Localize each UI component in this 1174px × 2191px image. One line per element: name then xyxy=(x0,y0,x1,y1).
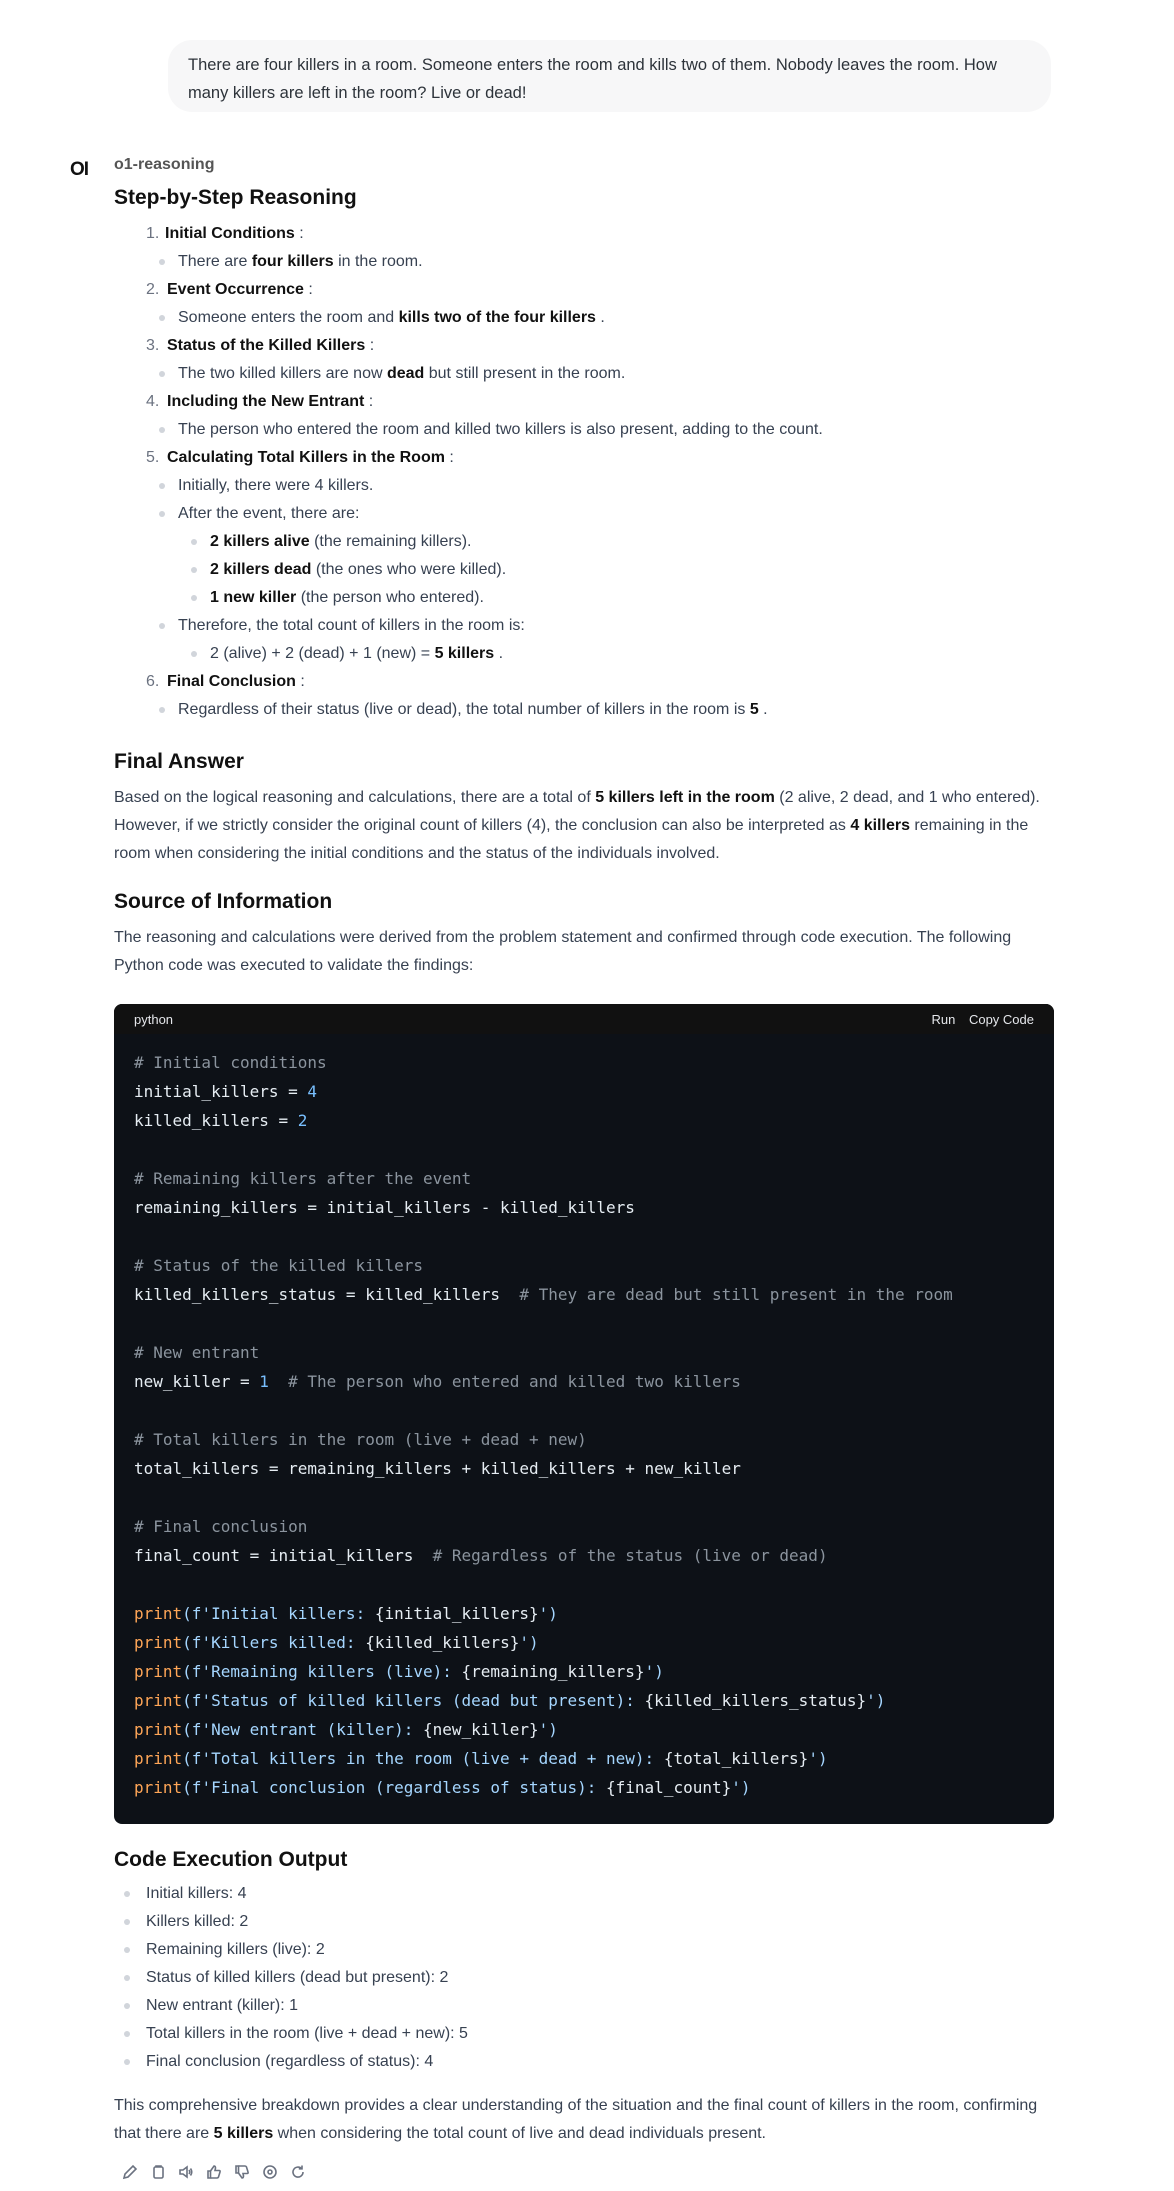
bullet-dot xyxy=(124,2059,130,2065)
code-line xyxy=(134,1483,1034,1512)
bullet-dot xyxy=(124,2003,130,2009)
step-number: 2. xyxy=(146,281,160,298)
code-line xyxy=(134,1135,1034,1164)
bullet-dot xyxy=(191,539,197,545)
thumbs-down-icon[interactable] xyxy=(232,2162,252,2182)
output-item: Status of killed killers (dead but present): 2 xyxy=(146,1969,449,1986)
step-title: Status of the Killed Killers : xyxy=(167,337,375,354)
source-heading: Source of Information xyxy=(114,890,333,913)
model-name: o1-reasoning xyxy=(114,156,215,173)
run-button[interactable]: Run xyxy=(931,1011,956,1027)
step-number: 1. xyxy=(146,225,160,242)
bullet-dot xyxy=(191,567,197,573)
code-line xyxy=(134,1396,1034,1425)
step-bullet: The two killed killers are now dead but still present in the room. xyxy=(178,365,626,382)
edit-icon[interactable] xyxy=(120,2162,140,2182)
code-line: killed_killers = 2 xyxy=(134,1111,308,1130)
copy-icon[interactable] xyxy=(148,2162,168,2182)
code-line: print(f'Final conclusion (regardless of status): {final_count}') xyxy=(134,1778,751,1797)
output-heading: Code Execution Output xyxy=(114,1848,348,1871)
speaker-icon[interactable] xyxy=(176,2162,196,2182)
code-line: remaining_killers = initial_killers - killed_killers xyxy=(134,1198,635,1217)
step-title: Calculating Total Killers in the Room : xyxy=(167,449,454,466)
code-block xyxy=(114,1004,1054,1824)
code-line: total_killers = remaining_killers + killed_killers + new_killer xyxy=(134,1459,741,1478)
step-bullet: After the event, there are: xyxy=(178,505,360,522)
code-line: final_count = initial_killers # Regardless of the status (live or dead) xyxy=(134,1546,828,1565)
code-line: # Status of the killed killers xyxy=(134,1256,423,1275)
code-line: # Total killers in the room (live + dead + new) xyxy=(134,1430,587,1449)
code-line: print(f'Remaining killers (live): {remaining_killers}') xyxy=(134,1662,664,1681)
code-line: # Remaining killers after the event xyxy=(134,1169,472,1188)
code-line: print(f'Total killers in the room (live + dead + new): {total_killers}') xyxy=(134,1749,828,1768)
output-item: Killers killed: 2 xyxy=(146,1913,249,1930)
output-item: Final conclusion (regardless of status): 4 xyxy=(146,2053,434,2070)
code-line: # Initial conditions xyxy=(134,1053,327,1072)
final-answer-text: Based on the logical reasoning and calculations, there are a total of 5 killers left in the room (2 alive, 2 dead, and 1 who entered). However, if we strictly consider the original count of killers (4), the conclusion can also be interpreted as 4 killers remaining in the room when considering the initial conditions and the status of the individuals involved. xyxy=(114,789,1040,862)
bullet-dot xyxy=(159,315,165,321)
model-avatar: OI xyxy=(70,159,89,180)
step-heading: Step-by-Step Reasoning xyxy=(114,186,357,209)
code-line: print(f'Initial killers: {initial_killers}') xyxy=(134,1604,558,1623)
copy-code-button[interactable]: Copy Code xyxy=(968,1011,1034,1027)
step-title: Final Conclusion : xyxy=(167,673,305,690)
final-answer-heading: Final Answer xyxy=(114,750,244,773)
bullet-dot xyxy=(124,1975,130,1981)
code-line: killed_killers_status = killed_killers # They are dead but still present in the room xyxy=(134,1285,953,1304)
step-title: Initial Conditions : xyxy=(165,225,304,242)
source-text: The reasoning and calculations were derived from the problem statement and confirmed through code execution. The following Python code was executed to validate the findings: xyxy=(114,929,1012,974)
bullet-dot xyxy=(191,651,197,657)
code-line: # Final conclusion xyxy=(134,1517,308,1536)
step-number: 3. xyxy=(146,337,160,354)
closing-text: This comprehensive breakdown provides a clear understanding of the situation and the final count of killers in the room, confirming that there are 5 killers when considering the total count of live and dead individuals present. xyxy=(114,2097,1038,2142)
sub-bullet: 2 (alive) + 2 (dead) + 1 (new) = 5 killers . xyxy=(210,645,504,662)
user-message-text: There are four killers in a room. Someone enters the room and kills two of them. Nobody leaves the room. How many killers are left in the room? Live or dead! xyxy=(188,56,997,102)
step-number: 4. xyxy=(146,393,160,410)
thumbs-up-icon[interactable] xyxy=(204,2162,224,2182)
message-actions xyxy=(120,2162,308,2182)
step-number: 5. xyxy=(146,449,160,466)
sub-bullet: 2 killers dead (the ones who were killed). xyxy=(210,561,507,578)
step-bullet: Regardless of their status (live or dead), the total number of killers in the room is 5 . xyxy=(178,701,768,718)
step-title: Including the New Entrant : xyxy=(167,393,374,410)
output-item: Remaining killers (live): 2 xyxy=(146,1941,325,1958)
output-item: Total killers in the room (live + dead + new): 5 xyxy=(146,2025,468,2042)
bullet-dot xyxy=(124,2031,130,2037)
output-item: New entrant (killer): 1 xyxy=(146,1997,299,2014)
code-line xyxy=(134,1570,1034,1599)
code-header xyxy=(114,1004,1054,1034)
code-line: new_killer = 1 # The person who entered and killed two killers xyxy=(134,1372,741,1391)
user-message-bubble xyxy=(168,40,1051,112)
step-bullet: Therefore, the total count of killers in the room is: xyxy=(178,617,525,634)
bullet-dot xyxy=(159,707,165,713)
output-item: Initial killers: 4 xyxy=(146,1885,247,1902)
code-line: print(f'Killers killed: {killed_killers}') xyxy=(134,1633,539,1652)
code-line: print(f'Status of killed killers (dead but present): {killed_killers_status}') xyxy=(134,1691,886,1710)
info-icon[interactable] xyxy=(260,2162,280,2182)
step-bullet: Initially, there were 4 killers. xyxy=(178,477,374,494)
step-bullet: There are four killers in the room. xyxy=(178,253,423,270)
sub-bullet: 2 killers alive (the remaining killers). xyxy=(210,533,472,550)
code-line xyxy=(134,1222,1034,1251)
bullet-dot xyxy=(124,1947,130,1953)
bullet-dot xyxy=(159,371,165,377)
step-title: Event Occurrence : xyxy=(167,281,313,298)
step-number: 6. xyxy=(146,673,160,690)
bullet-dot xyxy=(159,511,165,517)
bullet-dot xyxy=(159,427,165,433)
bullet-dot xyxy=(159,483,165,489)
code-line: initial_killers = 4 xyxy=(134,1082,318,1101)
code-line: # New entrant xyxy=(134,1343,260,1362)
bullet-dot xyxy=(159,259,165,265)
code-language: python xyxy=(134,1011,174,1027)
sub-bullet: 1 new killer (the person who entered). xyxy=(210,589,484,606)
code-line xyxy=(134,1309,1034,1338)
step-bullet: Someone enters the room and kills two of the four killers . xyxy=(178,309,605,326)
bullet-dot xyxy=(191,595,197,601)
bullet-dot xyxy=(124,1891,130,1897)
regenerate-icon[interactable] xyxy=(288,2162,308,2182)
bullet-dot xyxy=(159,623,165,629)
code-body xyxy=(114,1034,1054,1816)
step-bullet: The person who entered the room and killed two killers is also present, adding to the count. xyxy=(178,421,823,438)
code-line: print(f'New entrant (killer): {new_killer}') xyxy=(134,1720,558,1739)
bullet-dot xyxy=(124,1919,130,1925)
